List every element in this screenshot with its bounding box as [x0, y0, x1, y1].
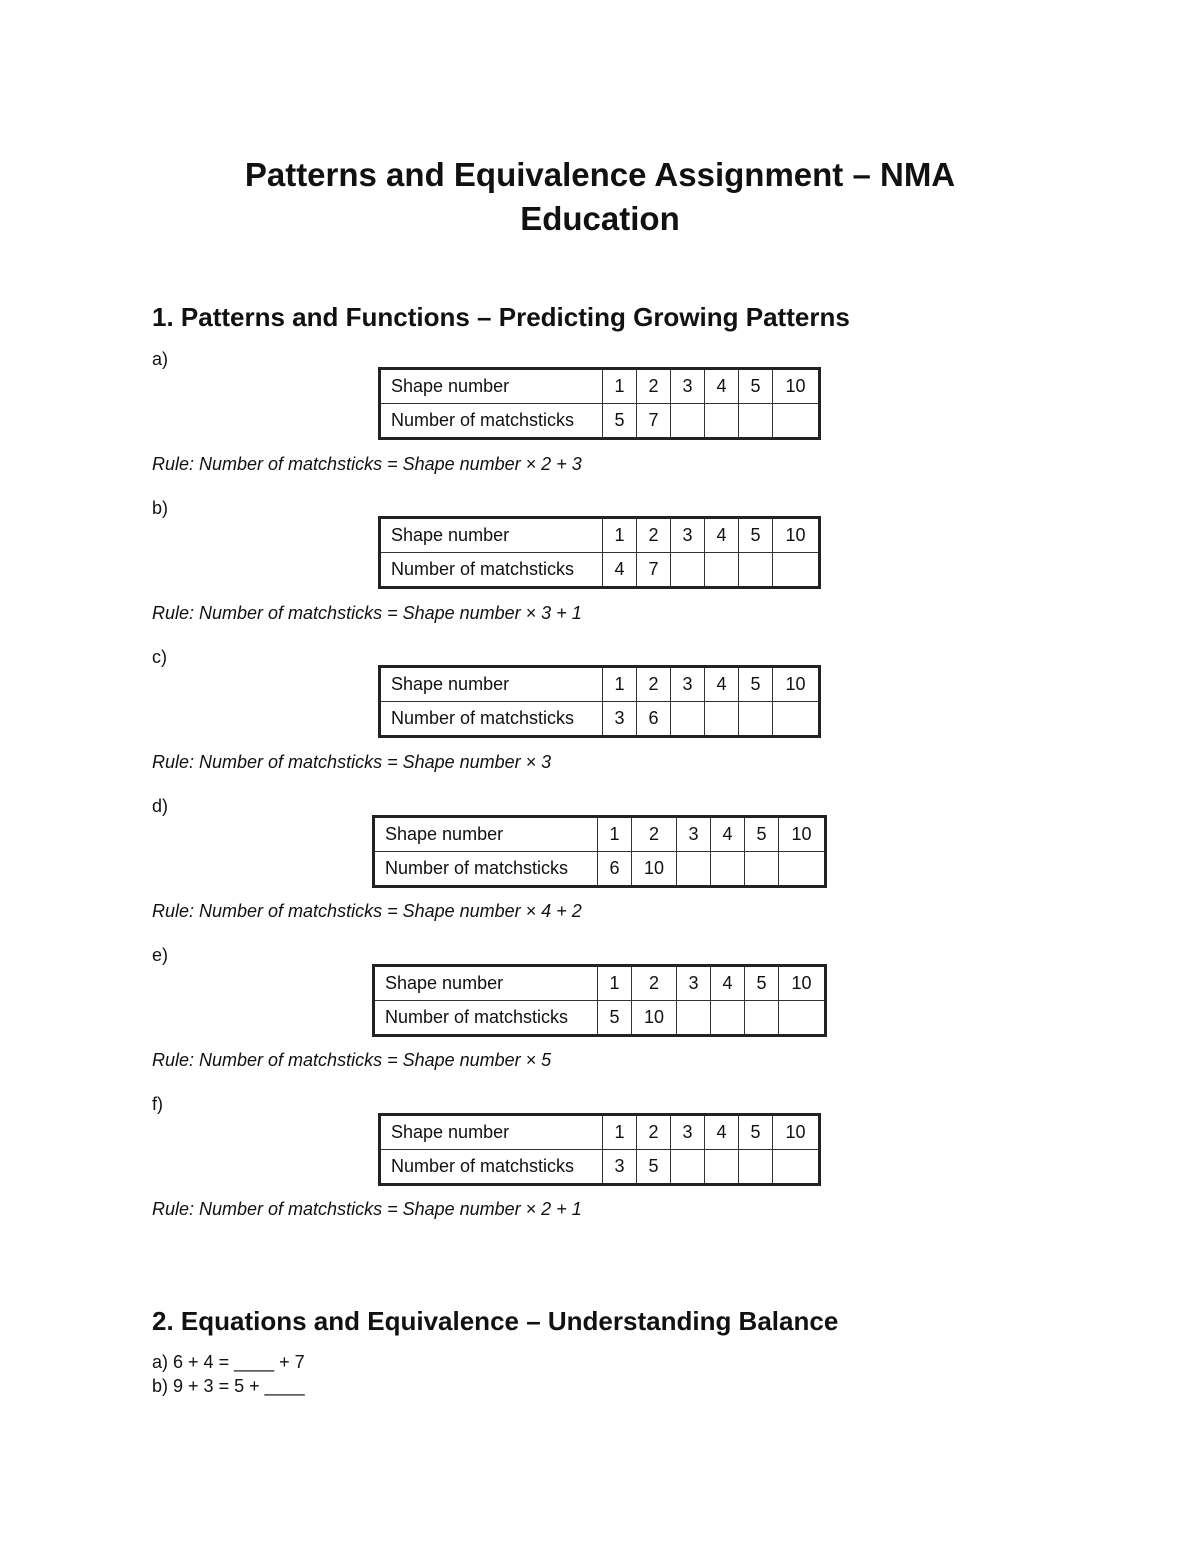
matchsticks-cell [705, 404, 739, 439]
pattern-table-f [378, 1113, 821, 1186]
shape-number-cell: 4 [711, 966, 745, 1001]
shape-number-cell: 1 [598, 966, 632, 1001]
part-label-c: c) [152, 647, 167, 667]
matchsticks-header: Number of matchsticks [380, 702, 603, 737]
shape-number-cell: 4 [705, 667, 739, 702]
shape-number-cell: 4 [705, 369, 739, 404]
shape-number-cell: 5 [739, 369, 773, 404]
shape-number-cell: 10 [779, 817, 826, 852]
matchsticks-cell: 6 [598, 852, 632, 887]
rule-f: Rule: Number of matchsticks = Shape number × 2 + 1 [152, 1199, 582, 1219]
shape-number-row [380, 369, 820, 404]
shape-number-cell: 10 [779, 966, 826, 1001]
shape-number-cell: 1 [603, 369, 637, 404]
shape-number-header: Shape number [380, 369, 603, 404]
shape-number-cell: 5 [739, 667, 773, 702]
part-label-f: f) [152, 1094, 163, 1114]
equation-label: a) [152, 1352, 169, 1372]
shape-number-row [374, 966, 826, 1001]
equation-b [152, 1374, 305, 1398]
part-label-b: b) [152, 498, 169, 518]
matchsticks-cell: 5 [637, 1150, 671, 1185]
part-label-e: e) [152, 945, 169, 965]
matchsticks-cell [739, 553, 773, 588]
rule-e: Rule: Number of matchsticks = Shape number × 5 [152, 1050, 552, 1070]
shape-number-cell: 4 [705, 1115, 739, 1150]
matchsticks-cell [739, 404, 773, 439]
pattern-table-e [372, 964, 827, 1037]
shape-number-header: Shape number [380, 518, 603, 553]
equation-a [152, 1350, 305, 1374]
rule-d: Rule: Number of matchsticks = Shape number × 4 + 2 [152, 901, 582, 921]
pattern-table-d [372, 815, 827, 888]
matchsticks-header: Number of matchsticks [380, 553, 603, 588]
shape-number-row [380, 1115, 820, 1150]
rule-b: Rule: Number of matchsticks = Shape number × 3 + 1 [152, 603, 582, 623]
shape-number-cell: 2 [632, 966, 677, 1001]
shape-number-cell: 3 [671, 1115, 705, 1150]
shape-number-row [380, 667, 820, 702]
shape-number-cell: 3 [677, 817, 711, 852]
shape-number-cell: 2 [632, 817, 677, 852]
shape-number-row [374, 817, 826, 852]
shape-number-header: Shape number [380, 667, 603, 702]
title-line-1: Patterns and Equivalence Assignment – NMA [244, 156, 956, 193]
equation-text: 6 + 4 = ____ + 7 [173, 1352, 305, 1372]
matchsticks-cell [773, 404, 820, 439]
shape-number-cell: 3 [677, 966, 711, 1001]
shape-number-cell: 10 [773, 1115, 820, 1150]
shape-number-cell: 2 [637, 667, 671, 702]
matchsticks-header: Number of matchsticks [380, 404, 603, 439]
section-1-heading: 1. Patterns and Functions – Predicting Growing Patterns [152, 302, 850, 332]
shape-number-cell: 1 [598, 817, 632, 852]
equation-label: b) [152, 1376, 169, 1396]
matchsticks-cell [711, 852, 745, 887]
shape-number-cell: 4 [711, 817, 745, 852]
shape-number-cell: 10 [773, 667, 820, 702]
shape-number-cell: 1 [603, 1115, 637, 1150]
matchsticks-cell: 7 [637, 404, 671, 439]
equation-text: 9 + 3 = 5 + ____ [173, 1376, 305, 1396]
shape-number-cell: 1 [603, 518, 637, 553]
shape-number-header: Shape number [380, 1115, 603, 1150]
matchsticks-cell [773, 553, 820, 588]
shape-number-cell: 5 [745, 966, 779, 1001]
matchsticks-cell [671, 702, 705, 737]
matchsticks-header: Number of matchsticks [374, 852, 598, 887]
matchsticks-cell: 4 [603, 553, 637, 588]
shape-number-header: Shape number [374, 966, 598, 1001]
rule-c: Rule: Number of matchsticks = Shape number × 3 [152, 752, 552, 772]
pattern-table-b [378, 516, 821, 589]
shape-number-cell: 3 [671, 518, 705, 553]
matchsticks-cell: 3 [603, 702, 637, 737]
matchsticks-row [380, 1150, 820, 1185]
matchsticks-row [374, 1001, 826, 1036]
matchsticks-cell [739, 702, 773, 737]
part-label-d: d) [152, 796, 169, 816]
matchsticks-cell [705, 553, 739, 588]
shape-number-cell: 5 [745, 817, 779, 852]
matchsticks-cell [779, 1001, 826, 1036]
matchsticks-cell [705, 702, 739, 737]
matchsticks-cell: 7 [637, 553, 671, 588]
matchsticks-cell: 10 [632, 852, 677, 887]
shape-number-cell: 5 [739, 1115, 773, 1150]
part-label-a: a) [152, 349, 169, 369]
shape-number-cell: 5 [739, 518, 773, 553]
matchsticks-cell [671, 1150, 705, 1185]
matchsticks-cell [671, 553, 705, 588]
matchsticks-cell: 3 [603, 1150, 637, 1185]
shape-number-header: Shape number [374, 817, 598, 852]
matchsticks-cell: 5 [603, 404, 637, 439]
matchsticks-header: Number of matchsticks [380, 1150, 603, 1185]
shape-number-cell: 3 [671, 667, 705, 702]
matchsticks-row [380, 404, 820, 439]
matchsticks-cell: 6 [637, 702, 671, 737]
shape-number-cell: 2 [637, 369, 671, 404]
matchsticks-cell [773, 1150, 820, 1185]
document-title [0, 153, 1200, 241]
rule-a: Rule: Number of matchsticks = Shape number × 2 + 3 [152, 454, 582, 474]
shape-number-cell: 10 [773, 518, 820, 553]
matchsticks-cell [711, 1001, 745, 1036]
matchsticks-row [380, 702, 820, 737]
matchsticks-cell [677, 852, 711, 887]
matchsticks-cell [779, 852, 826, 887]
matchsticks-cell: 5 [598, 1001, 632, 1036]
matchsticks-cell [745, 852, 779, 887]
matchsticks-cell [745, 1001, 779, 1036]
matchsticks-cell [705, 1150, 739, 1185]
shape-number-cell: 3 [671, 369, 705, 404]
pattern-table-c [378, 665, 821, 738]
shape-number-cell: 10 [773, 369, 820, 404]
matchsticks-cell [677, 1001, 711, 1036]
shape-number-row [380, 518, 820, 553]
matchsticks-row [380, 553, 820, 588]
shape-number-cell: 2 [637, 1115, 671, 1150]
matchsticks-cell [773, 702, 820, 737]
shape-number-cell: 4 [705, 518, 739, 553]
matchsticks-cell: 10 [632, 1001, 677, 1036]
title-line-2: Education [520, 200, 680, 237]
shape-number-cell: 1 [603, 667, 637, 702]
shape-number-cell: 2 [637, 518, 671, 553]
section-2-heading: 2. Equations and Equivalence – Understanding Balance [152, 1306, 839, 1336]
pattern-table-a [378, 367, 821, 440]
matchsticks-row [374, 852, 826, 887]
matchsticks-header: Number of matchsticks [374, 1001, 598, 1036]
matchsticks-cell [671, 404, 705, 439]
matchsticks-cell [739, 1150, 773, 1185]
